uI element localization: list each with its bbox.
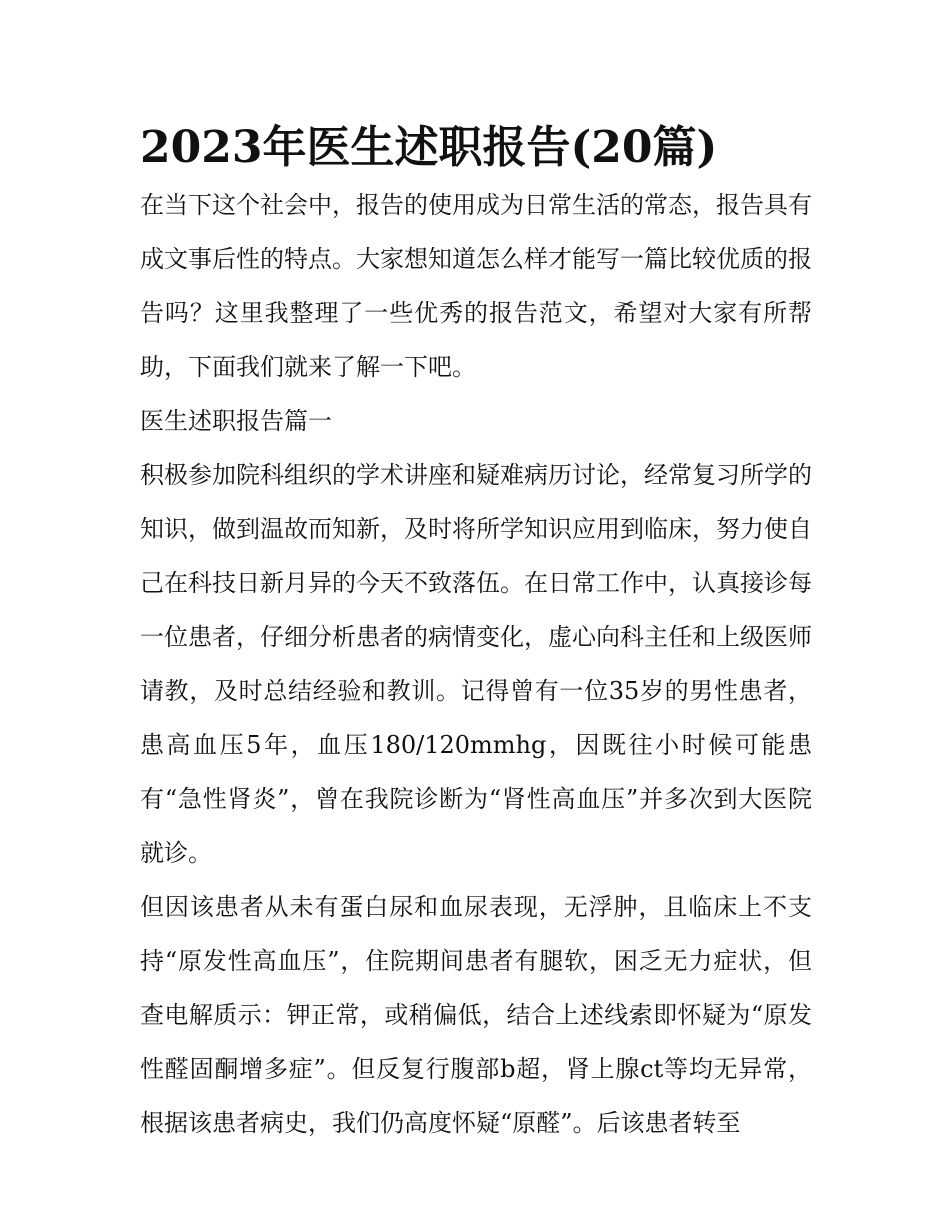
body-paragraph-2: 但因该患者从未有蛋白尿和血尿表现，无浮肿，且临床上不支持“原发性高血压”，住院期间患者有腿软，困乏无力症状，但查电解质示：钾正常，或稍偏低，结合上述线索即怀疑为“原发性醛固酮增多症”。但反复行腹部b超，肾上腺ct等均无异常，根据该患者病史，我们仍高度怀疑“原醛”。后该患者转至 [140, 893, 812, 1137]
intro-paragraph: 在当下这个社会中，报告的使用成为日常生活的常态，报告具有成文事后性的特点。大家想知道怎么样才能写一篇比较优质的报告吗？这里我整理了一些优秀的报告范文，希望对大家有所帮助，下面我们就来了解一下吧。 [140, 191, 812, 381]
document-title: 2023年医生述职报告(20篇) [140, 122, 718, 173]
section-heading: 医生述职报告篇一 [140, 407, 332, 435]
body-paragraph-1: 积极参加院科组织的学术讲座和疑难病历讨论，经常复习所学的知识，做到温故而知新，及时将所学知识应用到临床，努力使自己在科技日新月异的今天不致落伍。在日常工作中，认真接诊每一位患者，仔细分析患者的病情变化，虚心向科主任和上级医师请教，及时总结经验和教训。记得曾有一位35岁的男性患者，患高血压5年，血压180/120mmhg，因既往小时候可能患有“急性肾炎”，曾在我院诊断为“肾性高血压”并多次到大医院就诊。 [140, 461, 812, 867]
document-page [140, 118, 812, 1150]
